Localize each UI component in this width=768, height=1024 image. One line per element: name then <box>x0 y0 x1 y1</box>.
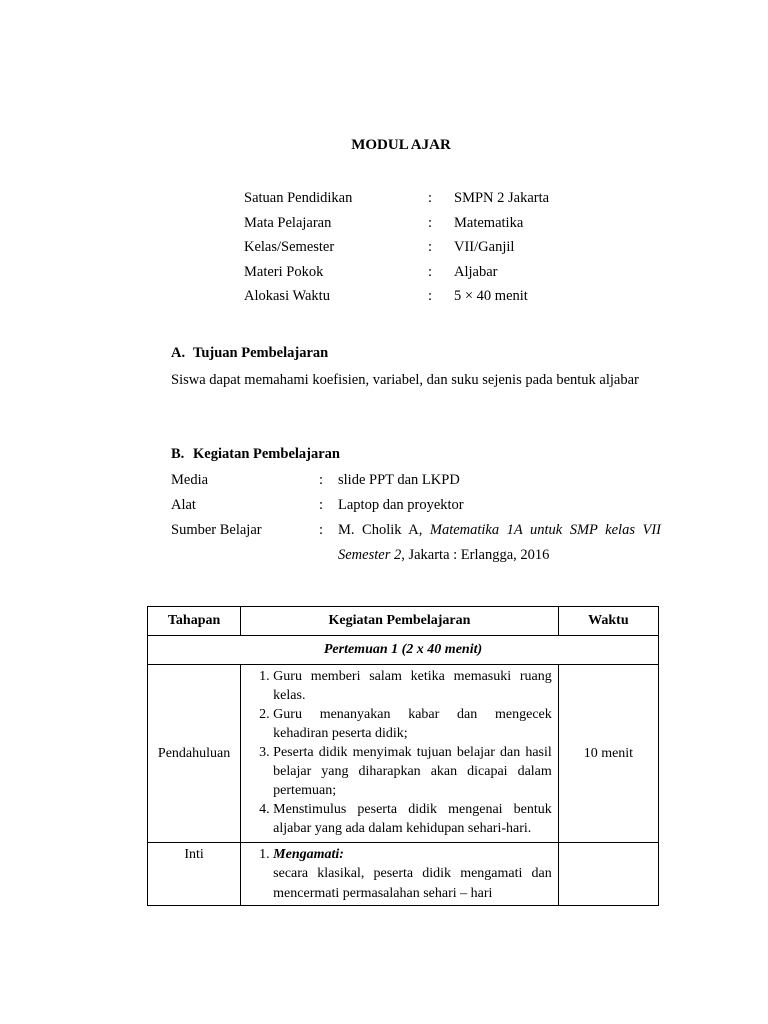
activity-info-colon: : <box>319 472 324 488</box>
section-b-heading <box>171 446 340 463</box>
identity-row <box>244 235 664 260</box>
activity-info-value: Laptop dan proyektor <box>338 497 464 513</box>
header-stage: Tahapan <box>148 607 241 636</box>
section-a-text: Siswa dapat memahami koefisien, variabel, dan suku sejenis pada bentuk aljabar <box>171 372 639 388</box>
activity-info-row <box>171 493 661 518</box>
source-publisher: , Jakarta : Erlangga, 2016 <box>401 547 550 563</box>
activity-item-text: secara klasikal, peserta didik mengamati dan mencermati permasalahan sehari – hari <box>273 866 552 901</box>
stage-pendahuluan: Pendahuluan <box>148 665 241 843</box>
header-activity: Kegiatan Pembelajaran <box>241 607 559 636</box>
identity-block <box>244 186 664 309</box>
table-row <box>148 843 659 906</box>
source-book-title: Matematika 1A untuk SMP kelas VII Semester 2 <box>338 522 661 563</box>
activities-pendahuluan <box>241 665 559 843</box>
identity-colon: : <box>428 239 433 255</box>
time-inti <box>558 843 658 906</box>
section-b-title: Kegiatan Pembelajaran <box>193 446 340 462</box>
table-row <box>148 665 659 843</box>
activity-info-colon: : <box>319 497 324 513</box>
identity-value: VII/Ganjil <box>454 239 515 255</box>
identity-colon: : <box>428 263 433 280</box>
lesson-plan-table <box>147 606 659 906</box>
activity-info-label: Media <box>171 472 209 488</box>
meeting-label: Pertemuan 1 (2 x 40 menit) <box>148 636 659 665</box>
identity-label: Satuan Pendidikan <box>244 190 353 206</box>
activity-info-value <box>338 518 661 568</box>
stage-inti: Inti <box>148 843 241 906</box>
identity-row <box>244 260 664 285</box>
list-item: 2. Guru menanyakan kabar dan mengecek kehadiran peserta didik; <box>273 705 552 743</box>
list-item: 3. Peserta didik menyimak tujuan belajar dan hasil belajar yang diharapkan akan dicapai dalam pertemuan; <box>273 743 552 800</box>
identity-label: Kelas/Semester <box>244 239 335 255</box>
identity-colon: : <box>428 190 433 206</box>
activity-info-label: Sumber Belajar <box>171 522 262 538</box>
identity-colon: : <box>428 214 433 231</box>
section-a-title: Tujuan Pembelajaran <box>193 345 329 361</box>
identity-label: Mata Pelajaran <box>244 214 332 231</box>
activity-info-colon: : <box>319 522 324 538</box>
meeting-row <box>148 636 659 665</box>
identity-value: 5 × 40 menit <box>454 288 528 304</box>
activity-info-row <box>171 518 661 568</box>
activities-inti <box>241 843 559 906</box>
document-title: MODUL AJAR <box>351 137 451 153</box>
activity-list <box>241 665 558 842</box>
header-time: Waktu <box>558 607 658 636</box>
activity-info-row <box>171 468 661 493</box>
identity-label: Materi Pokok <box>244 263 324 280</box>
source-author: M. Cholik A, <box>338 522 430 538</box>
list-item: 1. Guru memberi salam ketika memasuki ruang kelas. <box>273 667 552 705</box>
list-item <box>273 845 552 903</box>
identity-colon: : <box>428 288 433 304</box>
activity-item-title: Mengamati: <box>273 847 344 862</box>
activity-info-value: slide PPT dan LKPD <box>338 472 460 488</box>
activity-info-label: Alat <box>171 497 196 513</box>
identity-value: Aljabar <box>454 263 498 280</box>
identity-value: Matematika <box>454 214 524 231</box>
identity-value: SMPN 2 Jakarta <box>454 190 550 206</box>
activity-info-block <box>171 468 661 568</box>
identity-row <box>244 211 664 236</box>
time-pendahuluan: 10 menit <box>558 665 658 843</box>
identity-row <box>244 186 664 211</box>
identity-label: Alokasi Waktu <box>244 288 330 304</box>
list-item: 4. Menstimulus peserta didik mengenai bentuk aljabar yang ada dalam kehidupan sehari-hari. <box>273 800 552 838</box>
identity-row <box>244 284 664 309</box>
section-a-letter: A. <box>171 345 186 361</box>
activity-list <box>241 843 558 905</box>
section-b-letter: B. <box>171 446 185 462</box>
section-a-heading <box>171 345 328 362</box>
table-header-row <box>148 607 659 636</box>
